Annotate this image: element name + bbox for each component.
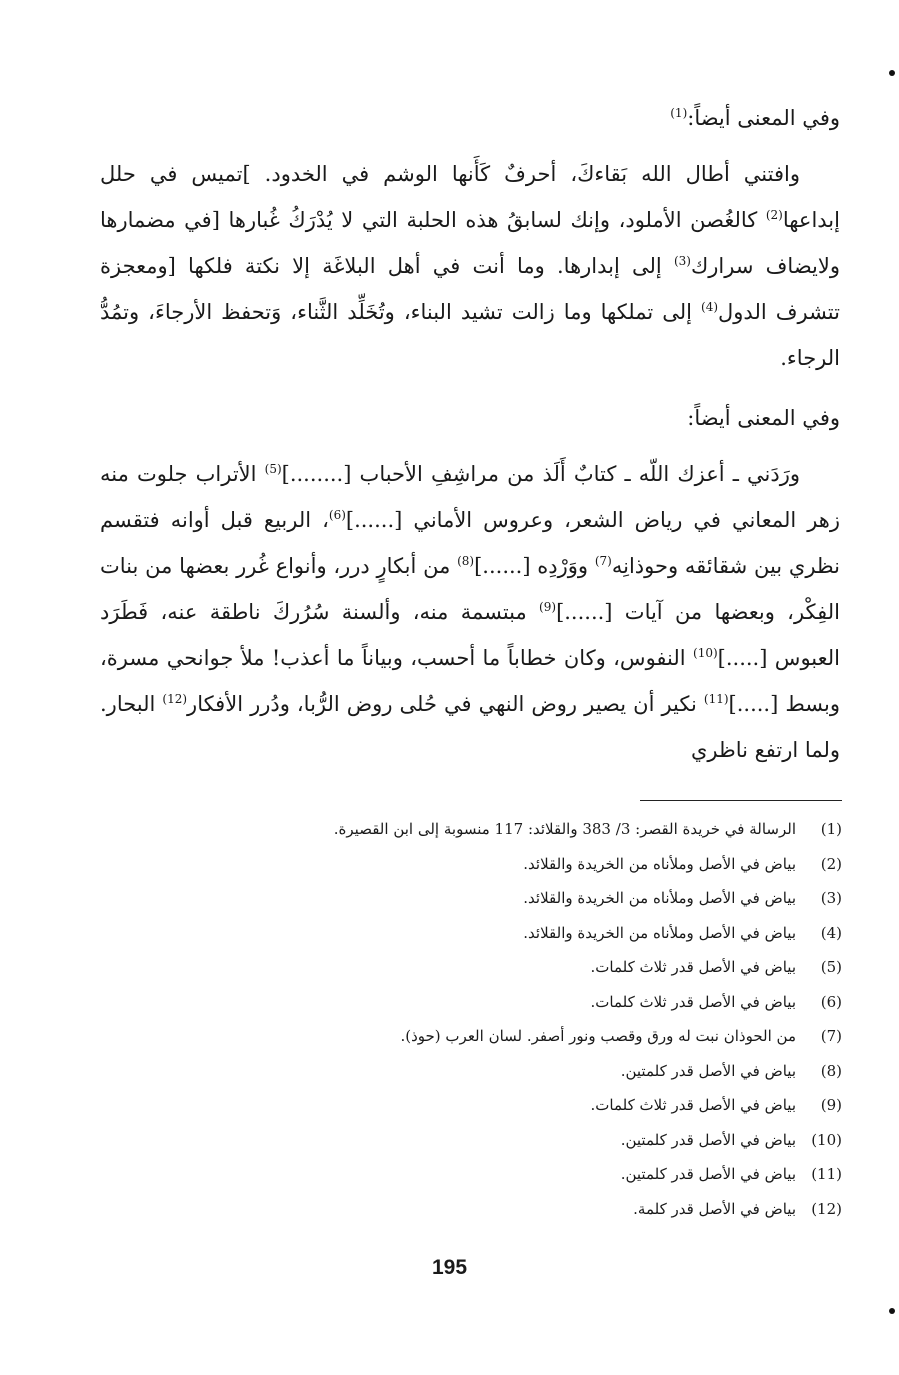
footnote-number: (1) — [820, 820, 842, 838]
footnote-text: بياض في الأصل وملأناه من الخريدة والقلائد. — [523, 889, 796, 907]
footnote-number: (9) — [820, 1096, 842, 1114]
footnote-item — [150, 985, 842, 1020]
footnote-text: بياض في الأصل قدر ثلاث كلمات. — [590, 992, 796, 1011]
text-run: وافتني أطال الله بَقاءكَ، أحرفٌ كَأَنها الوشم في الخدود. ]تميس في حلل إبداعها — [100, 162, 840, 232]
section-heading — [100, 95, 840, 141]
text-run: وفي المعنى أيضاً: — [687, 106, 840, 130]
text-run: مبتسمة منه، وألسنة سُرُركَ ناطقة عنه، فَطَرَد العبوس [.....] — [100, 600, 840, 670]
footnote-number: (6) — [820, 992, 842, 1011]
footnote-text: الرسالة في خريدة القصر: 3/ 383 والقلائد: 117 منسوبة إلى ابن القصيرة. — [333, 820, 796, 838]
body-paragraph — [100, 451, 840, 773]
footnote-reference: (1) — [670, 106, 688, 120]
footnote-text: بياض في الأصل قدر كلمتين. — [620, 1130, 796, 1149]
footnote-text: بياض في الأصل قدر كلمة. — [633, 1199, 796, 1218]
footnote-item — [150, 1192, 842, 1227]
footnote-text: بياض في الأصل وملأناه من الخريدة والقلائد. — [523, 854, 796, 873]
text-run: ، الربيع قبل أوانه فتقسم نظري بين شقائقه وحوذانِه — [100, 508, 840, 578]
text-run: إلى تملكها وما زالت تشيد البناء، وتُخَلِّد الثَّناء، وَتحفظ الأرجاءَ، وتمُدُّ الرجاء. — [100, 300, 840, 370]
text-run: إلى إبدارها. وما أنت في أهل البلاغَة إلا نكتة فلكها [ومعجزة تتشرف الدول — [100, 254, 840, 324]
footnote-number: (2) — [820, 854, 842, 873]
text-run: كالغُصن الأملود، وإنك لسابقُ هذه الحلبة التي لا يُدْرَكُ غُبارها [في مضمارها ولايضاف سرارك — [100, 208, 840, 278]
text-run: وفي المعنى أيضاً: — [687, 406, 840, 430]
footnote-item — [150, 916, 842, 951]
footnote-item — [150, 1019, 842, 1054]
footnote-reference: (11) — [703, 692, 729, 706]
footnote-reference: (4) — [701, 300, 719, 314]
footnote-reference: (8) — [457, 554, 475, 568]
text-run: نكير أن يصير روض النهي في حُلى روض الرُّبا، ودُرر الأفكار — [187, 692, 704, 716]
text-run: الأتراب جلوت منه زهر المعاني في رياض الشعر، وعروس الأماني [......] — [100, 462, 841, 532]
footnote-text: بياض في الأصل قدر كلمتين. — [620, 1165, 796, 1183]
footnote-number: (5) — [820, 958, 842, 976]
page-number: 195 — [431, 1256, 468, 1279]
footnote-text: بياض في الأصل قدر ثلاث كلمات. — [590, 958, 796, 976]
footnote-item — [150, 1088, 842, 1123]
text-run: ووَرْدِه [......] — [474, 554, 595, 578]
footnote-item — [150, 1123, 842, 1158]
footnote-number: (4) — [820, 923, 842, 942]
footnote-item — [150, 1054, 842, 1089]
text-run: من أبكارٍ درر، وأنواع غُرر بعضها من بنات الفِكْر، وبعضها من آيات [......] — [100, 554, 840, 624]
footnote-reference: (7) — [594, 554, 612, 568]
section-heading — [100, 395, 840, 441]
footnote-reference: (10) — [693, 646, 718, 660]
footnote-reference: (5) — [264, 462, 282, 476]
footnote-reference: (2) — [765, 208, 783, 222]
text-run: النفوس، وكان خطاباً ما أحسب، وبياناً ما أعذب! ملأ جوانحي مسرة، وبسط [.....] — [100, 646, 840, 716]
body-paragraph — [100, 151, 840, 381]
footnote-reference: (9) — [539, 600, 557, 614]
footnote-separator — [640, 800, 842, 801]
footnote-reference: (12) — [162, 692, 188, 706]
footnote-number: (10) — [811, 1130, 842, 1149]
footnote-item — [150, 881, 842, 916]
footnote-item — [150, 1157, 842, 1192]
footnote-number: (11) — [811, 1165, 842, 1183]
footnote-item — [150, 950, 842, 985]
footnote-text: بياض في الأصل قدر ثلاث كلمات. — [590, 1096, 796, 1114]
footnote-number: (7) — [820, 1027, 842, 1045]
footnote-number: (12) — [811, 1199, 842, 1218]
footnote-reference: (6) — [328, 508, 346, 522]
margin-dot-top — [889, 70, 895, 76]
text-run: ورَدَني ـ أعزك اللّه ـ كتابٌ أَلَذ من مراشِفِ الأحباب [........] — [281, 462, 800, 486]
footnote-number: (3) — [820, 889, 842, 907]
footnotes-list — [150, 812, 842, 1226]
footnote-text: بياض في الأصل وملأناه من الخريدة والقلائد. — [523, 923, 796, 942]
body-text — [100, 95, 840, 773]
footnote-text: من الحوذان نبت له ورق وقصب ونور أصفر. لسان العرب (حوذ). — [400, 1027, 796, 1045]
footnote-reference: (3) — [673, 254, 691, 268]
margin-dot-bottom — [889, 1308, 895, 1314]
footnote-number: (8) — [820, 1061, 842, 1080]
footnote-item — [150, 812, 842, 847]
text-run: البحار. ولما ارتفع ناظري — [100, 692, 840, 762]
footnote-text: بياض في الأصل قدر كلمتين. — [620, 1061, 796, 1080]
footnote-item — [150, 847, 842, 882]
